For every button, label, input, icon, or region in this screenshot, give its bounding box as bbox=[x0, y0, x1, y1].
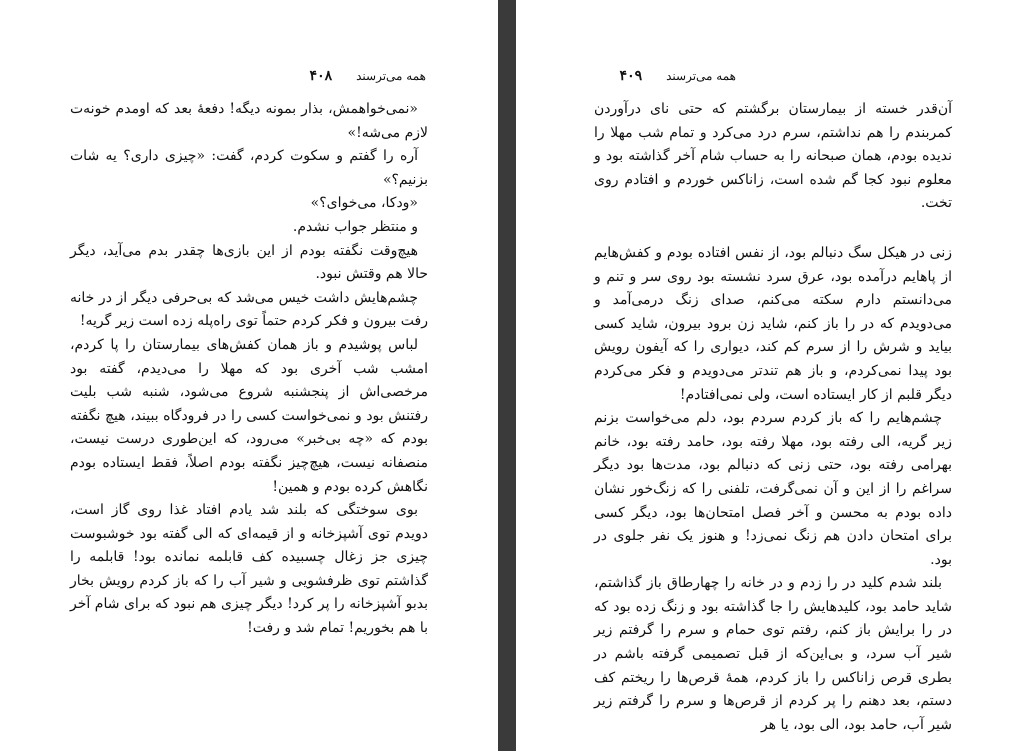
right-paragraph-2: زنی در هیکل سگ دنبالم بود، از نفس افتاده بودم و کفش‌هایم از پاهایم درآمده بود، عرق سرد نشسته بود روی سر و تنم و می‌دانستم دارم سکته می‌کنم، صدای زنگ درمی‌آمد و می‌دویدم که در را باز کنم، شاید زن برود بیرون، شاید کسی بیاید و شرش را از سرم کم کند، دیواری را که آیفون رویش بود پیدا نمی‌کردم، و باز هم تندتر می‌دویدم و فکر می‌کردم دیگر قلبم از کار ایستاده است، ولی نمی‌افتادم! bbox=[594, 244, 952, 403]
right-page-number: ۴۰۹ bbox=[619, 68, 643, 84]
right-paragraph-4: بلند شدم کلید در را زدم و در خانه را چهارطاق باز گذاشتم، شاید حامد بود، کلیدهایش را جا گذاشته بود و زنگ زده بود که در را برایش باز کنم، رفتم توی حمام و سرم را گرفتم زیر شیر آب سرد، و بی‌این‌که از قبل تصمیمی گرفته باشم در بطری قرص زاناکس را باز کردم، همهٔ قرص‌ها را ریختم کف دستم، بعد دهنم را پر کردم از قرص‌ها و سرم را گرفتم زیر شیر آب، حامد بود، الی بود، یا هر bbox=[594, 575, 952, 733]
right-running-title: همه می‌ترسند bbox=[666, 69, 736, 83]
left-page-number: ۴۰۸ bbox=[309, 68, 333, 84]
left-page bbox=[0, 0, 498, 751]
page-gutter bbox=[498, 0, 516, 751]
left-page-header bbox=[310, 68, 426, 84]
right-page-body bbox=[594, 98, 952, 737]
right-page-header bbox=[620, 68, 736, 84]
left-paragraph-6: چشم‌هایش داشت خیس می‌شد که بی‌حرفی دیگر از در خانه رفت بیرون و فکر کردم حتماً توی راه‌پله زده است زیر گریه! bbox=[70, 289, 428, 330]
right-paragraph-3: چشم‌هایم را که باز کردم سردم بود، دلم می‌خواست بزنم زیر گریه، الی رفته بود، مهلا رفته بود، حامد رفته بود، خانم بهرامی رفته بود، حتی زنی که دنبالم بود، مدت‌ها بود دیگر سراغم را از این و آن نمی‌گرفت، تلفنی را که زنگ‌خور نشان داده بودم به محسن و آخر فصل امتحان‌ها بود، دیگر کسی برای امتحان دادن هم زنگ نمی‌زد! و هنوز یک نفر جلوی در بود. bbox=[594, 410, 952, 568]
left-paragraph-7: لباس پوشیدم و باز همان کفش‌های بیمارستان را پا کردم، امشب شب آخری بود که مهلا را می‌دیدم، گفته بود مرخصی‌اش از پنجشنبه شروع می‌شود، شنبه شب بلیت رفتنش بود و نمی‌خواست کسی را در فرودگاه ببیند، هیچ نگفته بودم که «چه بی‌خبر» می‌رود، که این‌طوری درست نیست، منصفانه نیست، هیچ‌چیز نگفته بودم اصلاً، فقط ایستاده بودم نگاهش کرده بودم و همین! bbox=[70, 336, 428, 495]
left-paragraph-8: بوی سوختگی که بلند شد یادم افتاد غذا روی گاز است، دویدم توی آشپزخانه و از قیمه‌ای که الی گفته بود خوشبوست چیزی جز زغال چسبیده کف قابلمه نمانده بود! قابلمه را گذاشتم توی ظرفشویی و شیر آب را که باز کردم رویش بخار بدبو آشپزخانه را پر کرد! دیگر چیزی هم نبود که برای شام آخر با هم بخوریم! تمام شد و رفت! bbox=[70, 502, 428, 637]
section-break bbox=[594, 216, 952, 242]
left-paragraph-1: «نمی‌خواهمش، بذار بمونه دیگه! دفعهٔ بعد که اومدم خونه‌ت لازم می‌شه!» bbox=[70, 101, 428, 141]
right-page bbox=[516, 0, 1024, 751]
left-paragraph-2: آره را گفتم و سکوت کردم، گفت: «چیزی داری؟ یه شات بزنیم؟» bbox=[70, 148, 428, 188]
right-paragraph-1: آن‌قدر خسته از بیمارستان برگشتم که حتی نای درآوردن کمربندم را هم نداشتم، سرم درد می‌کرد و تمام شب مهلا را ندیده بودم، همان صبحانه را به حساب شام آخر گذاشته بود و معلوم نبود کجا گم شده است، زاناکس خوردم و افتادم روی تخت. bbox=[594, 101, 952, 212]
left-running-title: همه می‌ترسند bbox=[356, 69, 426, 83]
left-paragraph-3: «ودکا، می‌خوای؟» bbox=[310, 195, 418, 212]
left-paragraph-4: و منتظر جواب نشدم. bbox=[292, 218, 418, 235]
left-page-body bbox=[70, 98, 428, 641]
left-paragraph-5: هیچ‌وقت نگفته بودم از این بازی‌ها چقدر بدم می‌آید، دیگر حالا هم وقتش نبود. bbox=[70, 242, 428, 283]
